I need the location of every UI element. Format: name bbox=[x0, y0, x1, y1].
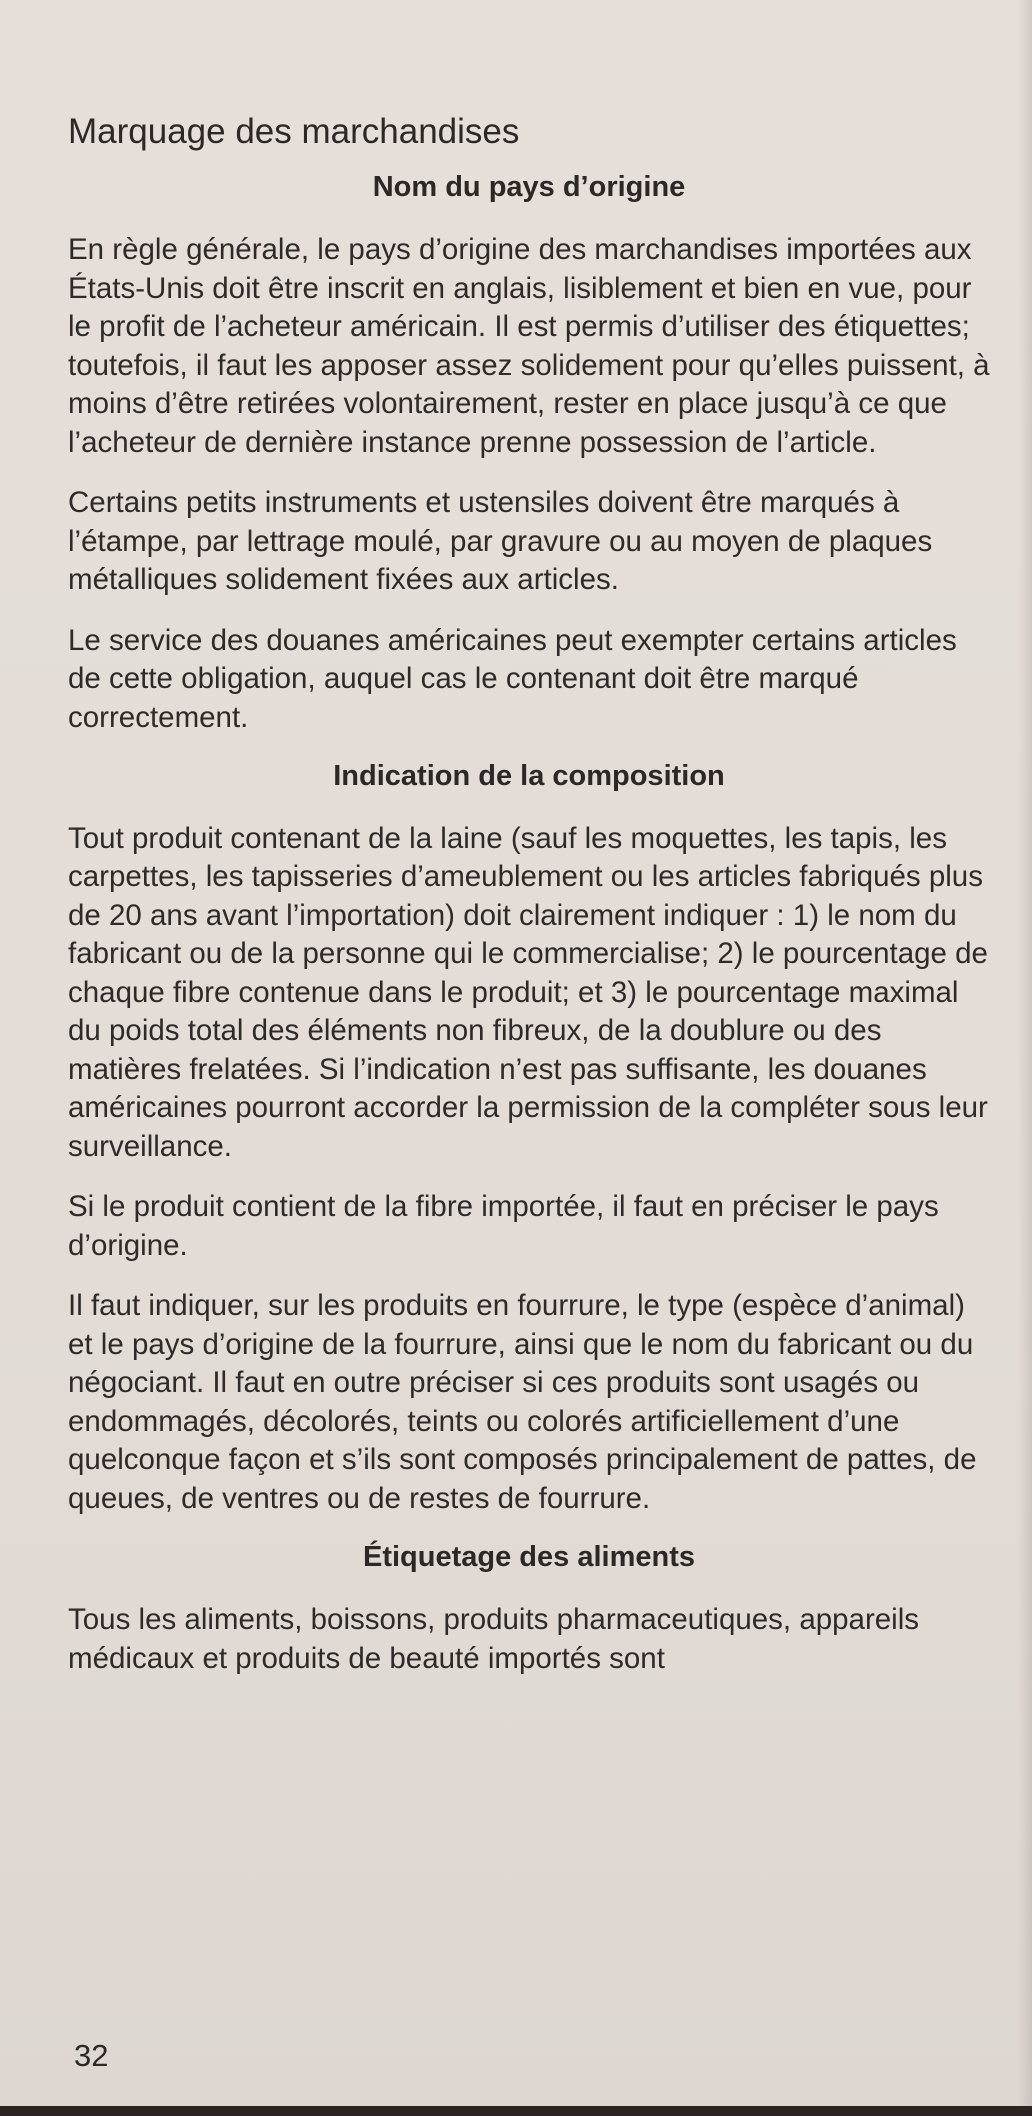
paragraph: Si le produit contient de la fibre importée, il faut en préciser le pays d’origine. bbox=[68, 1190, 939, 1262]
page-bottom-edge bbox=[0, 2106, 1032, 2116]
paragraph: Certains petits instruments et ustensiles doivent être marqués à l’étampe, par lettrage moulé, par gravure ou au moyen de plaques métalliques solidement fixées aux articles. bbox=[68, 486, 933, 597]
page-title: Marquage des marchandises bbox=[68, 112, 520, 151]
page-content bbox=[68, 112, 990, 1700]
page-number: 32 bbox=[74, 2038, 109, 2073]
paragraph: Le service des douanes américaines peut exempter certains articles de cette obligation, auquel cas le contenant doit être marqué correctement. bbox=[68, 623, 957, 734]
paragraph: En règle générale, le pays d’origine des marchandises importées aux États-Unis doit être inscrit en anglais, lisiblement et bien en vue, pour le profit de l’acheteur américain. Il est permis d’utiliser des étiquettes; toutefois, il faut les apposer assez solidement pour qu’elles puissent, à moins d’être retirées volontairement, rester en place jusqu’à ce que l’acheteur de dernière instance prenne possession de l’article. bbox=[68, 233, 990, 459]
heading-country-of-origin: Nom du pays d’origine bbox=[372, 171, 686, 204]
paragraph: Tout produit contenant de la laine (sauf les moquettes, les tapis, les carpettes, les tapisseries d’ameublement ou les articles fabriqués plus de 20 ans avant l’importation) doit clairement indiquer : 1) le nom du fabricant ou de la personne qui le commercialise; 2) le pourcentage de chaque fibre contenue dans le produit; et 3) le pourcentage maximal du poids total des éléments non fibreux, de la doublure ou des matières frelatées. Si l’indication n’est pas suffisante, les douanes américaines pourront accorder la permission de la compléter sous leur surveillance. bbox=[68, 821, 988, 1163]
heading-food-labeling: Étiquetage des aliments bbox=[363, 1541, 695, 1574]
heading-composition: Indication de la composition bbox=[333, 760, 725, 793]
page-edge-shadow bbox=[1018, 0, 1032, 2116]
paragraph: Tous les aliments, boissons, produits pharmaceutiques, appareils médicaux et produits de beauté importés sont bbox=[68, 1603, 920, 1675]
paragraph: Il faut indiquer, sur les produits en fourrure, le type (espèce d’animal) et le pays d’origine de la fourrure, ainsi que le nom du fabricant ou du négociant. Il faut en outre préciser si ces produits sont usagés ou endommagés, décolorés, teints ou colorés artificiellement d’une quelconque façon et s’ils sont composés principalement de pattes, de queues, de ventres ou de restes de fourrure. bbox=[68, 1289, 977, 1515]
